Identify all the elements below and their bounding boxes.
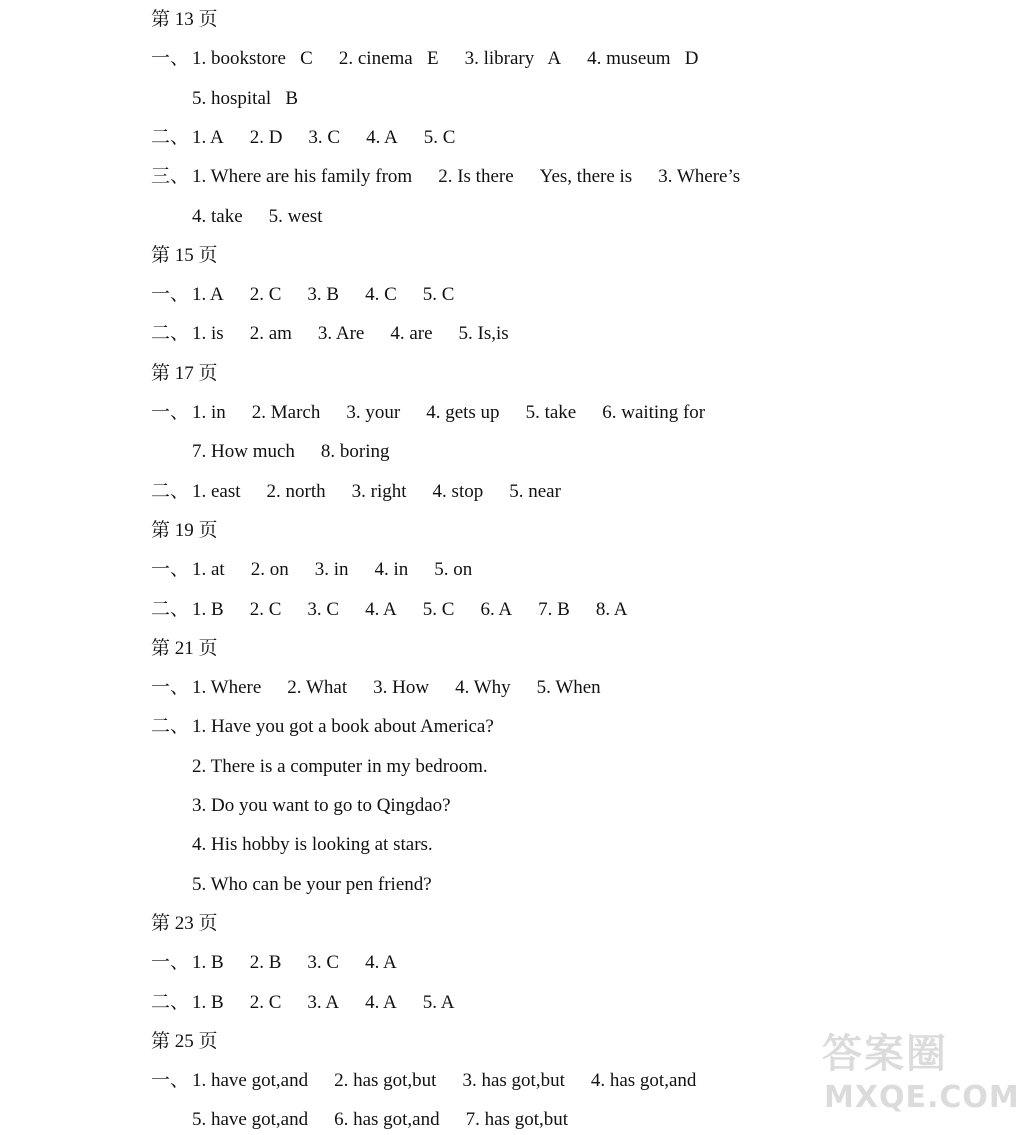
answer-item: 2. B [249,952,282,974]
answer-item: 3. has got,but [462,1070,565,1092]
answer-items [192,322,535,346]
question-number: 二、 [151,598,190,620]
answer-items [192,480,587,504]
page-section-title: 第 19 页 [151,519,218,541]
answer-item: 5. Is,is [458,323,509,345]
answer-items [192,205,348,229]
question-number: 一、 [151,1070,190,1092]
answer-item: 5. have got,and [192,1109,309,1131]
answer-items [192,794,477,818]
answer-item: 1. east [192,480,241,502]
answer-item: 2. has got,but [334,1070,437,1092]
answer-items [192,283,480,307]
answer-item: 2. There is a computer in my bedroom. [192,755,488,777]
answer-item: 2. Is there [438,166,514,188]
answer-item: 1. bookstore C [192,48,313,70]
answer-item: 6. A [480,598,513,620]
answer-item: 7. B [538,598,570,620]
question-number: 一、 [151,402,190,423]
answer-item: 4. museum D [587,48,699,70]
answer-item: 1. in [192,402,226,423]
answer-item: 1. B [192,991,224,1013]
answer-item: 4. gets up [426,402,500,423]
question-number: 一、 [151,559,190,581]
answer-item: 3. your [346,402,401,423]
answer-item: 6. has got,and [334,1109,440,1131]
answer-items [192,991,480,1015]
answer-item: 1. B [192,598,224,620]
answer-item: Yes, there is [539,166,633,188]
question-number: 一、 [151,677,190,699]
question-number: 一、 [151,48,190,70]
answer-item: 2. on [250,559,289,581]
question-number: 一、 [151,284,190,306]
answer-item: 1. is [192,323,224,345]
answer-items [192,676,627,700]
answer-items [192,755,514,779]
answer-item: 4. C [365,284,397,306]
question-number: 二、 [151,480,190,502]
answer-item: 2. What [287,677,348,699]
answer-item: 2. D [249,126,283,148]
answer-items [192,440,416,464]
answer-item: 3. Do you want to go to Qingdao? [192,795,451,816]
page-section-title: 第 17 页 [151,362,218,384]
answer-item: 5. take [525,402,577,423]
answer-items [192,47,725,71]
answer-item: 3. right [351,480,407,502]
answer-item: 1. at [192,559,225,581]
watermark-top-text: 答案圈 [822,1031,948,1077]
question-number: 二、 [151,323,190,345]
answer-item: 8. boring [320,441,390,463]
answer-item: 5. C [423,126,456,148]
watermark-bottom-text: MXQE.COM [824,1080,1020,1115]
answer-items [192,126,481,150]
question-number: 二、 [151,991,190,1013]
answer-items [192,833,459,857]
page-section-title: 第 15 页 [151,244,218,266]
watermark-logo [812,1010,1020,1130]
answer-item: 3. in [314,559,349,581]
question-number: 一、 [151,952,190,974]
answer-item: 3. C [308,126,341,148]
answer-item: 4. are [390,323,433,345]
page-section-title: 第 21 页 [151,637,218,659]
question-number: 二、 [151,126,190,148]
answer-item: 6. waiting for [602,402,706,423]
answer-item: 2. C [249,284,282,306]
answer-item: 1. A [192,284,224,306]
answer-item: 1. Where are his family from [192,166,413,188]
question-number: 二、 [151,716,190,738]
answer-item: 2. C [249,991,282,1013]
answer-item: 5. Who can be your pen friend? [192,873,432,895]
answer-item: 1. have got,and [192,1070,309,1092]
answer-items [192,873,458,897]
page-section-title: 第 23 页 [151,912,218,934]
answer-items [192,1108,594,1132]
answer-item: 4. stop [432,480,484,502]
answer-item: 3. How [373,677,430,699]
answer-items [192,558,498,582]
page-section-title: 第 13 页 [151,9,218,30]
answer-item: 4. has got,and [590,1070,697,1092]
question-number: 三、 [151,166,190,188]
answer-item: 5. When [536,677,601,699]
answer-item: 5. hospital B [192,87,299,109]
answer-item: 4. A [365,598,397,620]
answer-item: 2. C [249,598,282,620]
answer-item: 4. A [366,126,398,148]
answer-item: 4. A [365,991,397,1013]
answer-item: 5. on [434,559,473,581]
answer-items [192,951,423,975]
answer-item: 2. cinema E [338,48,439,70]
answer-item: 2. north [266,480,326,502]
answer-item: 1. B [192,952,224,974]
answer-item: 4. A [365,952,397,974]
answer-item: 3. Are [317,323,365,345]
answer-item: 1. Have you got a book about America? [192,716,494,738]
answer-items [192,1069,722,1093]
answer-item: 8. A [595,598,628,620]
answer-item: 5. C [422,598,455,620]
answer-item: 4. take [192,205,243,227]
answer-items [192,165,766,189]
answer-items [192,87,324,111]
answer-item: 7. How much [192,441,295,463]
answer-item: 5. C [422,284,455,306]
answer-item: 1. A [192,126,224,148]
answer-item: 3. C [307,598,340,620]
answer-item: 4. in [374,559,409,581]
answer-item: 5. A [422,991,455,1013]
answer-item: 3. Where’s [658,166,741,188]
answer-item: 4. Why [455,677,511,699]
answer-item: 3. A [307,991,340,1013]
answer-item: 5. west [268,205,323,227]
answer-item: 4. His hobby is looking at stars. [192,834,433,856]
answer-item: 3. C [307,952,340,974]
answer-item: 3. B [307,284,340,306]
answer-items [192,598,654,622]
answer-item: 5. near [509,480,561,502]
answer-item: 3. library A [464,48,562,70]
page-section-title: 第 25 页 [151,1030,218,1052]
answer-item: 2. March [251,402,321,423]
answer-items [192,715,520,739]
answer-item: 2. am [249,323,292,345]
answer-item: 7. has got,but [465,1109,569,1131]
answer-items [192,401,731,425]
answer-item: 1. Where [192,677,262,699]
